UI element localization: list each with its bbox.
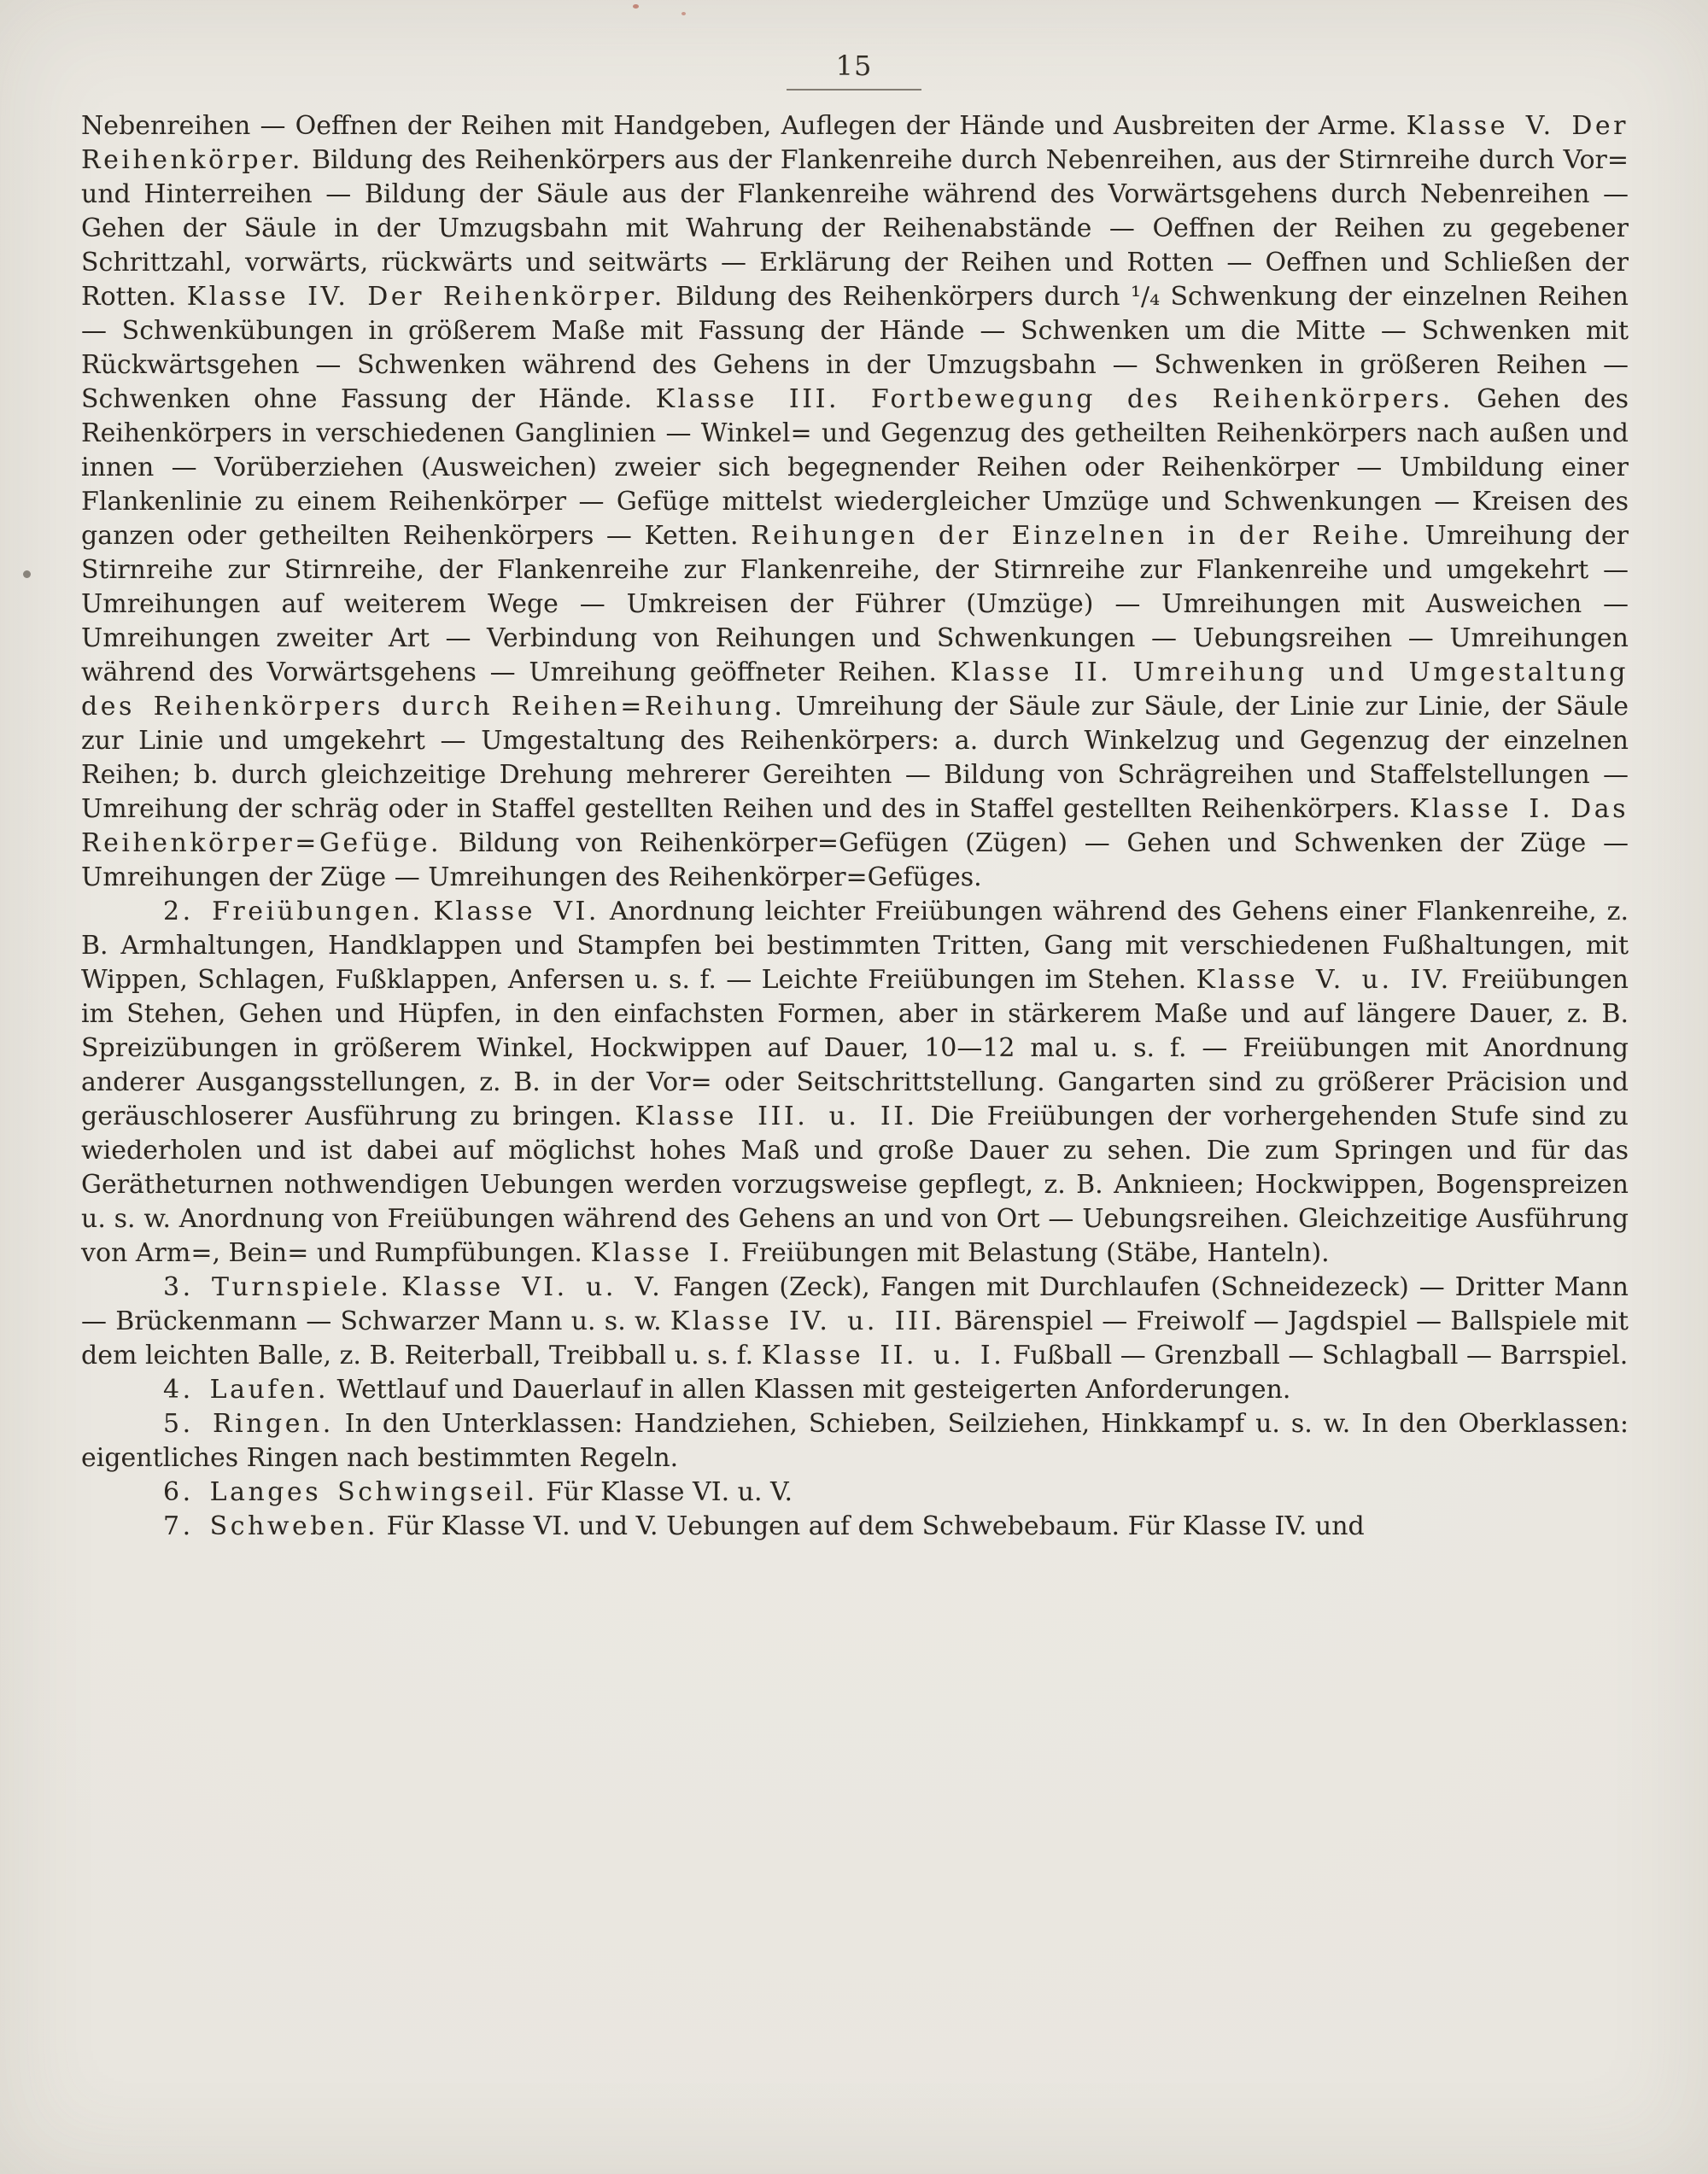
- body-text: Fußball — Grenzball — Schlagball — Barrspiel.: [1004, 1341, 1629, 1370]
- paragraph: [81, 895, 1629, 1271]
- emphasized-text: 3. Turnspiele.: [163, 1272, 392, 1302]
- paper-speck: [23, 570, 31, 578]
- page-number-rule: [787, 89, 921, 91]
- body-text: Freiübungen im Stehen, Gehen und Hüpfen, in den einfachsten Formen, aber in stärkerem Maße und auf längere Dauer, z. B. Spreizübungen in größerem Winkel, Hockwippen auf Dauer, 10—12 mal u. s. f. — Freiübungen mit Anordnung anderer Ausgangsstellungen, z. B. in der Vor= oder Seitschrittstellung. Gangarten sind zu größerer Präcision und geräuschloserer Ausführung zu bringen.: [81, 965, 1629, 1131]
- body-text: Freiübungen mit Belastung (Stäbe, Hanteln).: [733, 1238, 1330, 1268]
- body-text: Für Klasse VI. u. V.: [537, 1477, 793, 1507]
- body-text: [424, 897, 434, 926]
- body-text: Wettlauf und Dauerlauf in allen Klassen mit gesteigerten Anforderungen.: [329, 1375, 1291, 1405]
- emphasized-text: Klasse VI. u. V.: [401, 1272, 664, 1302]
- paper-speck: [633, 4, 639, 9]
- paragraph: [81, 1373, 1629, 1407]
- emphasized-text: Klasse IV. u. III.: [670, 1306, 945, 1336]
- body-text: Nebenreihen — Oeffnen der Reihen mit Handgeben, Auflegen der Hände und Ausbreiten der Arme.: [81, 111, 1407, 141]
- paragraph: [81, 1407, 1629, 1476]
- emphasized-text: Klasse II. Umreihung und Umgestaltung des Reihenkörpers durch Reihen=Reihung.: [81, 657, 1629, 722]
- paragraph: [81, 109, 1629, 895]
- body-text: Bärenspiel — Freiwolf — Jagdspiel — Ballspiele mit dem leichten Balle, z. B. Reiterball, Treibball u. s. f.: [81, 1306, 1629, 1370]
- paragraph: [81, 1476, 1629, 1510]
- emphasized-text: Klasse IV. Der Reihenkörper.: [186, 282, 665, 312]
- paper-speck: [681, 12, 686, 15]
- body-text: Anordnung leichter Freiübungen während des Gehens einer Flankenreihe, z. B. Armhaltungen, Handklappen und Stampfen bei bestimmten Tritten, Gang mit verschiedenen Fußhaltungen, mit Wippen, Schlagen, Fußklappen, Anfersen u. s. f. — Leichte Freiübungen im Stehen.: [81, 897, 1629, 995]
- emphasized-text: 4. Laufen.: [163, 1375, 330, 1405]
- emphasized-text: Klasse III. u. II.: [635, 1102, 918, 1131]
- emphasized-text: Klasse VI.: [433, 897, 600, 926]
- text-body: [81, 109, 1629, 1544]
- body-text: Die Freiübungen der vorhergehenden Stufe sind zu wiederholen und ist dabei auf möglichst hohes Maß und große Dauer zu sehen. Die zum Springen und für das Gerätheturnen nothwendigen Uebungen werden vorzugsweise gepflegt, z. B. Anknieen; Hockwippen, Bogenspreizen u. s. w. Anordnung von Freiübungen während des Gehens an und von Ort — Uebungsreihen. Gleichzeitige Ausführung von Arm=, Bein= und Rumpfübungen.: [81, 1102, 1629, 1268]
- body-text: Für Klasse VI. und V. Uebungen auf dem Schwebebaum. Für Klasse IV. und: [378, 1511, 1365, 1541]
- body-text: [391, 1272, 401, 1302]
- paragraph: [81, 1510, 1629, 1544]
- emphasized-text: Reihungen der Einzelnen in der Reihe.: [751, 521, 1413, 551]
- emphasized-text: Klasse V. Der Reihenkörper.: [81, 111, 1629, 175]
- body-text: Bildung des Reihenkörpers durch ¹/₄ Schwenkung der einzelnen Reihen — Schwenkübungen in größerem Maße mit Fassung der Hände — Schwenken um die Mitte — Schwenken mit Rückwärtsgehen — Schwenken während des Gehens in der Umzugsbahn — Schwenken in größeren Reihen — Schwenken ohne Fassung der Hände.: [81, 282, 1629, 414]
- emphasized-text: Klasse II. u. I.: [761, 1341, 1005, 1370]
- body-text: In den Unterklassen: Handziehen, Schieben, Seilziehen, Hinkkampf u. s. w. In den Oberklassen: eigentliches Ringen nach bestimmten Regeln.: [81, 1409, 1629, 1473]
- page-header: [0, 50, 1708, 91]
- page-number: 15: [835, 50, 873, 82]
- emphasized-text: 2. Freiübungen.: [163, 897, 424, 926]
- body-text: Bildung von Reihenkörper=Gefügen (Zügen) — Gehen und Schwenken der Züge — Umreihungen der Züge — Umreihungen des Reihenkörper=Gefüges.: [81, 828, 1629, 892]
- emphasized-text: Klasse I. Das Reihenkörper=Gefüge.: [81, 794, 1629, 858]
- body-text: Umreihung der Stirnreihe zur Stirnreihe, der Flankenreihe zur Flankenreihe, der Stirnreihe zur Flankenreihe und umgekehrt — Umreihungen auf weiterem Wege — Umkreisen der Führer (Umzüge) — Umreihungen mit Ausweichen — Umreihungen zweiter Art — Verbindung von Reihungen und Schwenkungen — Uebungsreihen — Umreihungen während des Vorwärtsgehens — Umreihung geöffneter Reihen.: [81, 521, 1629, 687]
- emphasized-text: 5. Ringen.: [163, 1409, 334, 1439]
- body-text: Fangen (Zeck), Fangen mit Durchlaufen (Schneidezeck) — Dritter Mann — Brückenmann — Schwarzer Mann u. s. w.: [81, 1272, 1629, 1336]
- emphasized-text: 6. Langes Schwingseil.: [163, 1477, 538, 1507]
- emphasized-text: Klasse I.: [590, 1238, 734, 1268]
- body-text: Bildung des Reihenkörpers aus der Flankenreihe durch Nebenreihen, aus der Stirnreihe durch Vor= und Hinterreihen — Bildung der Säule aus der Flankenreihe während des Vorwärtsgehens durch Nebenreihen — Gehen der Säule in der Umzugsbahn mit Wahrung der Reihenabstände — Oeffnen der Reihen zu gegebener Schrittzahl, vorwärts, rückwärts und seitwärts — Erklärung der Reihen und Rotten — Oeffnen und Schließen der Rotten.: [81, 145, 1629, 312]
- body-text: Gehen des Reihenkörpers in verschiedenen Ganglinien — Winkel= und Gegenzug des getheilten Reihenkörpers nach außen und innen — Vorüberziehen (Ausweichen) zweier sich begegnender Reihen oder Reihenkörper — Umbildung einer Flankenlinie zu einem Reihenkörper — Gefüge mittelst wiedergleicher Umzüge und Schwenkungen — Kreisen des ganzen oder getheilten Reihenkörpers — Ketten.: [81, 384, 1629, 551]
- emphasized-text: Klasse V. u. IV.: [1196, 965, 1452, 995]
- emphasized-text: Klasse III. Fortbewegung des Reihenkörpers.: [655, 384, 1454, 414]
- emphasized-text: 7. Schweben.: [163, 1511, 379, 1541]
- body-text: Umreihung der Säule zur Säule, der Linie zur Linie, der Säule zur Linie und umgekehrt — Umgestaltung des Reihenkörpers: a. durch Winkelzug und Gegenzug der einzelnen Reihen; b. durch gleichzeitige Drehung mehrerer Gereihten — Bildung von Schrägreihen und Staffelstellungen — Umreihung der schräg oder in Staffel gestellten Reihen und des in Staffel gestellten Reihenkörpers.: [81, 692, 1629, 824]
- paragraph: [81, 1271, 1629, 1373]
